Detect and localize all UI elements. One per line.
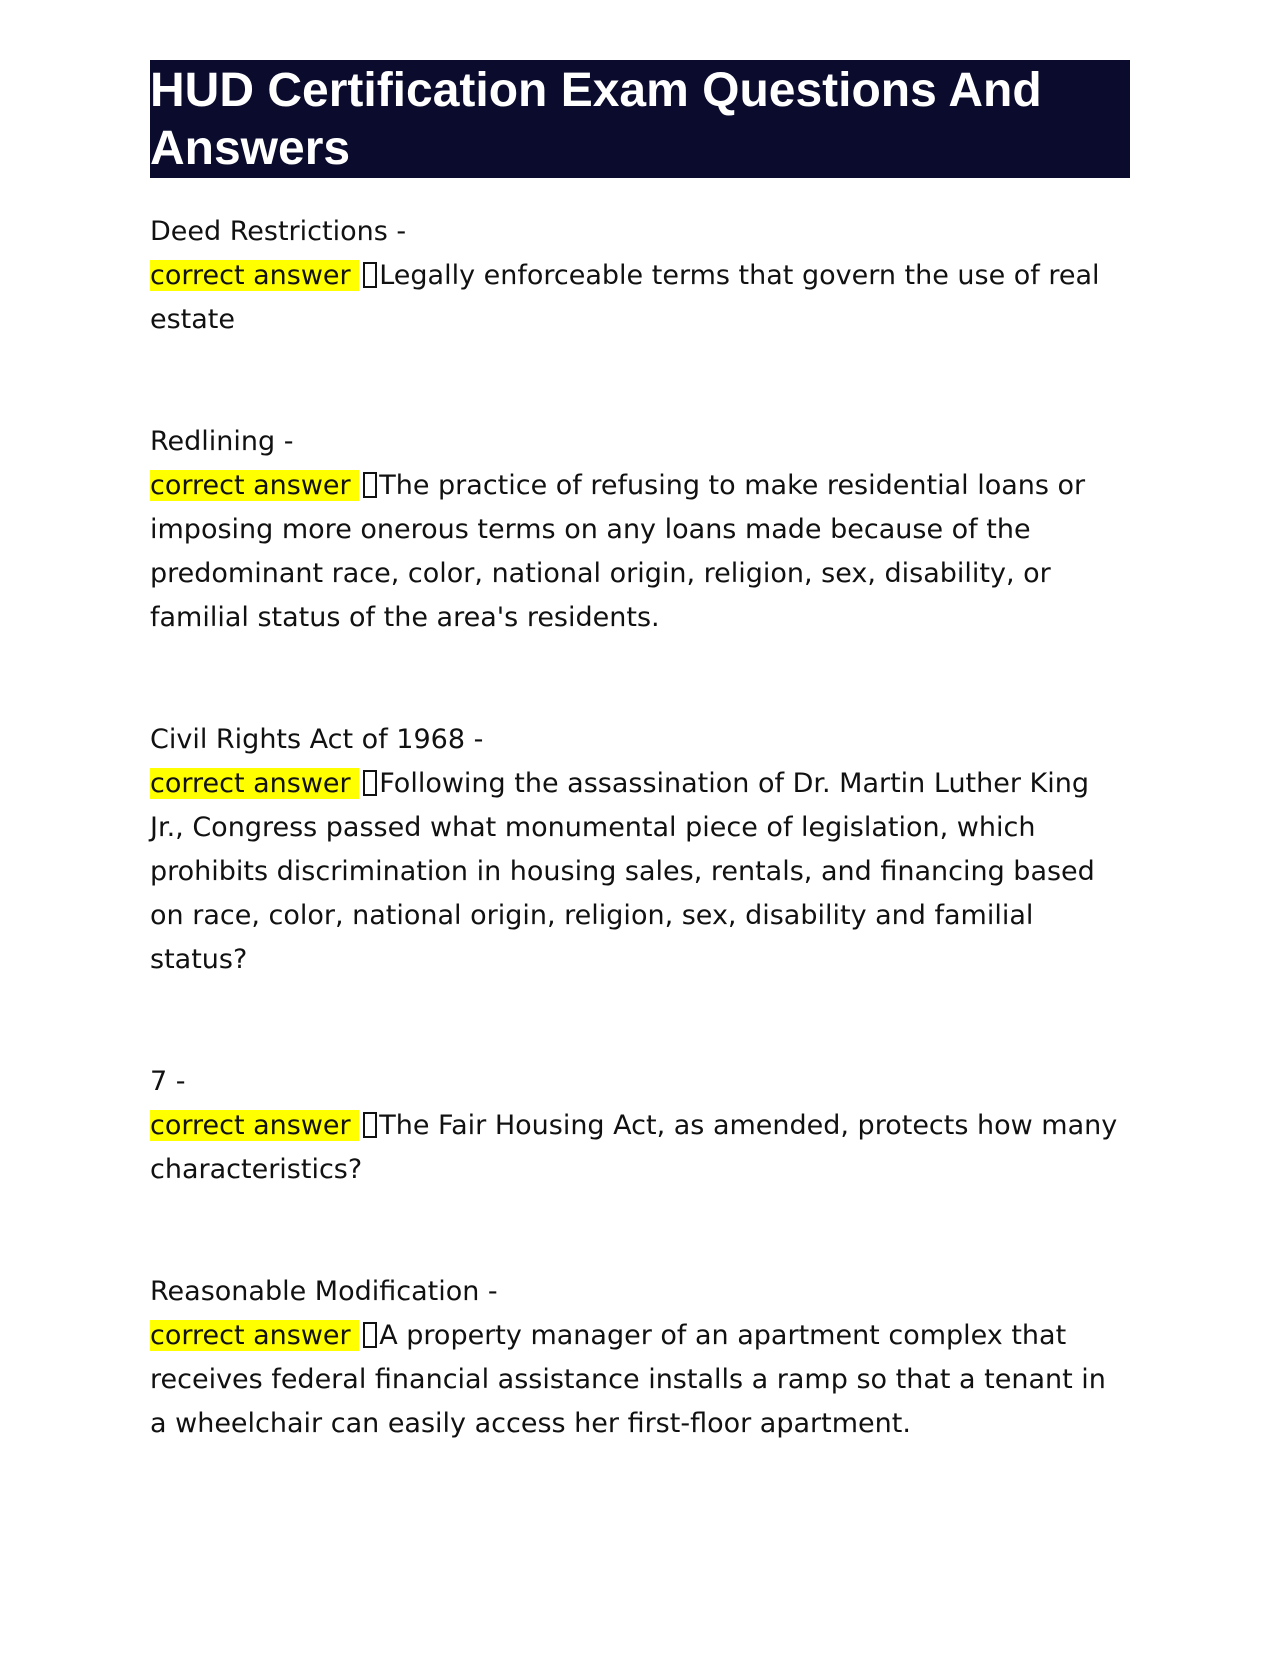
- answer-line: [150, 464, 1130, 640]
- qa-entry: [150, 210, 1130, 342]
- document-title: HUD Certification Exam Questions And Answers: [150, 60, 1130, 178]
- question-term: Deed Restrictions -: [150, 216, 407, 247]
- correct-answer-label: correct answer: [150, 1110, 360, 1141]
- answer-text: The Fair Housing Act, as amended, protects how many characteristics?: [150, 1110, 1118, 1185]
- answer-line: [150, 254, 1130, 342]
- answer-text: Legally enforceable terms that govern the use of real estate: [150, 260, 1100, 335]
- qa-list: [150, 210, 1130, 1446]
- missing-glyph-box-icon: [363, 1112, 377, 1138]
- question-term: 7 -: [150, 1066, 186, 1097]
- correct-answer-label: correct answer: [150, 1320, 360, 1351]
- question-term: Redlining -: [150, 426, 294, 457]
- answer-text: Following the assassination of Dr. Martin Luther King Jr., Congress passed what monumental piece of legislation, which prohibits discrimination in housing sales, rentals, and financing based on race, color, national origin, religion, sex, disability and familial status?: [150, 768, 1095, 975]
- answer-line: [150, 1314, 1130, 1446]
- qa-entry: [150, 420, 1130, 640]
- answer-text: The practice of refusing to make residential loans or imposing more onerous terms on any loans made because of the predominant race, color, national origin, religion, sex, disability, or familial status of the area's residents.: [150, 470, 1086, 633]
- question-term: Civil Rights Act of 1968 -: [150, 724, 484, 755]
- qa-entry: [150, 1270, 1130, 1446]
- answer-text: A property manager of an apartment complex that receives federal financial assistance installs a ramp so that a tenant in a wheelchair can easily access her first-floor apartment.: [150, 1320, 1106, 1439]
- qa-entry: [150, 718, 1130, 982]
- correct-answer-label: correct answer: [150, 470, 360, 501]
- missing-glyph-box-icon: [363, 770, 377, 796]
- question-term: Reasonable Modification -: [150, 1276, 498, 1307]
- missing-glyph-box-icon: [363, 262, 377, 288]
- missing-glyph-box-icon: [363, 1322, 377, 1348]
- document-page: [150, 60, 1130, 1524]
- qa-entry: [150, 1060, 1130, 1192]
- correct-answer-label: correct answer: [150, 260, 360, 291]
- answer-line: [150, 1104, 1130, 1192]
- missing-glyph-box-icon: [363, 472, 377, 498]
- correct-answer-label: correct answer: [150, 768, 360, 799]
- answer-line: [150, 762, 1130, 982]
